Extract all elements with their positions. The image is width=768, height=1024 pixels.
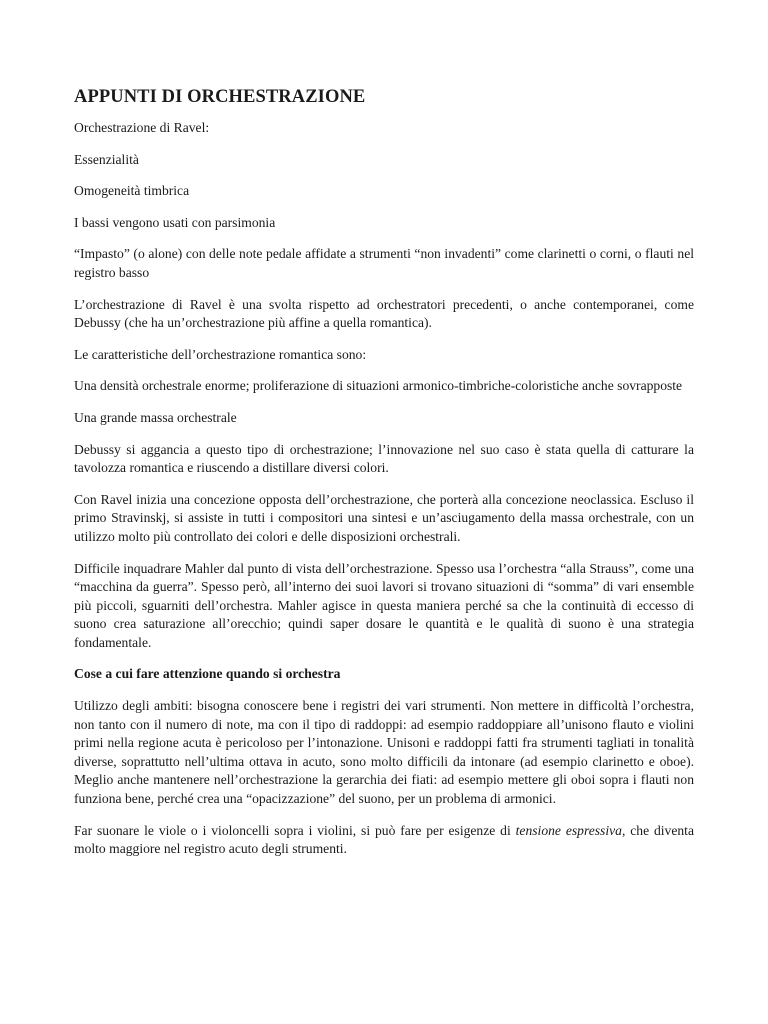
paragraph: Difficile inquadrare Mahler dal punto di vista dell’orchestrazione. Spesso usa l’orchestra “alla Strauss”, come una “macchina da guerra”. Spesso però, all’interno dei suoi lavori si trovano situazioni di “somma” di vari ensemble più piccoli, sguarniti dell’orchestra. Mahler agisce in questa maniera perché sa che la continuità di eccesso di suono crea saturazione all’orecchio; quindi saper dosare le quantità e le qualità di suono è una strategia fondamentale. xyxy=(74,560,694,650)
paragraph: Le caratteristiche dell’orchestrazione romantica sono: xyxy=(74,346,367,362)
paragraph: Orchestrazione di Ravel: xyxy=(74,120,210,135)
paragraph: Essenzialità xyxy=(74,151,139,167)
paragraph: Con Ravel inizia una concezione opposta dell’orchestrazione, che porterà alla concezione neoclassica. Escluso il primo Stravinskj, si assiste in tutti i compositori una sintesi e un’asciugamento della massa orchestrale, con un utilizzo molto più controllato dei colori e delle disposizioni orchestrali. xyxy=(74,491,694,544)
paragraph xyxy=(74,822,694,859)
section-heading: Cose a cui fare attenzione quando si orchestra xyxy=(74,666,341,682)
paragraph: L’orchestrazione di Ravel è una svolta rispetto ad orchestratori precedenti, o anche contemporanei, come Debussy (che ha un’orchestrazione più affine a quella romantica). xyxy=(74,296,694,331)
document-title: APPUNTI DI ORCHESTRAZIONE xyxy=(74,87,366,107)
paragraph: Debussy si aggancia a questo tipo di orchestrazione; l’innovazione nel suo caso è stata quella di catturare la tavolozza romantica e riuscendo a distillare diversi colori. xyxy=(74,441,694,476)
paragraph: Omogeneità timbrica xyxy=(74,183,190,199)
emphasized-text: tensione espressiva xyxy=(515,822,622,838)
document-page xyxy=(74,86,694,872)
paragraph: “Impasto” (o alone) con delle note pedale affidate a strumenti “non invadenti” come clarinetti o corni, o flauti nel registro basso xyxy=(74,246,694,280)
paragraph: Utilizzo degli ambiti: bisogna conoscere bene i registri dei vari strumenti. Non mettere in difficoltà l’orchestra, non tanto con il numero di note, ma con il tipo di raddoppi: ad esempio raddoppiare all’unisono flauto e violini primi nella regione acuta è pericoloso per l’intonazione. Unisoni e raddoppi fatti fra strumenti tagliati in tonalità diverse, soprattutto nell’ultima ottava in acuto, sono molto difficili da intonare (ad esempio clarinetto e oboe). Meglio anche mantenere nell’orchestrazione la gerarchia dei fiati: ad esempio mettere gli oboi sopra i flauti non funziona bene, perché crea una “opacizzazione” del suono, per un problema di armonici. xyxy=(74,698,694,807)
paragraph-text: , che diventa molto maggiore nel registro acuto degli strumenti. xyxy=(74,822,694,857)
paragraph: Una grande massa orchestrale xyxy=(74,409,237,425)
paragraph-text: Far suonare le viole o i violoncelli sopra i violini, si può fare per esigenze di xyxy=(74,822,516,838)
paragraph: I bassi vengono usati con parsimonia xyxy=(74,214,276,230)
paragraph: Una densità orchestrale enorme; proliferazione di situazioni armonico-timbriche-coloristiche anche sovrapposte xyxy=(74,378,683,394)
